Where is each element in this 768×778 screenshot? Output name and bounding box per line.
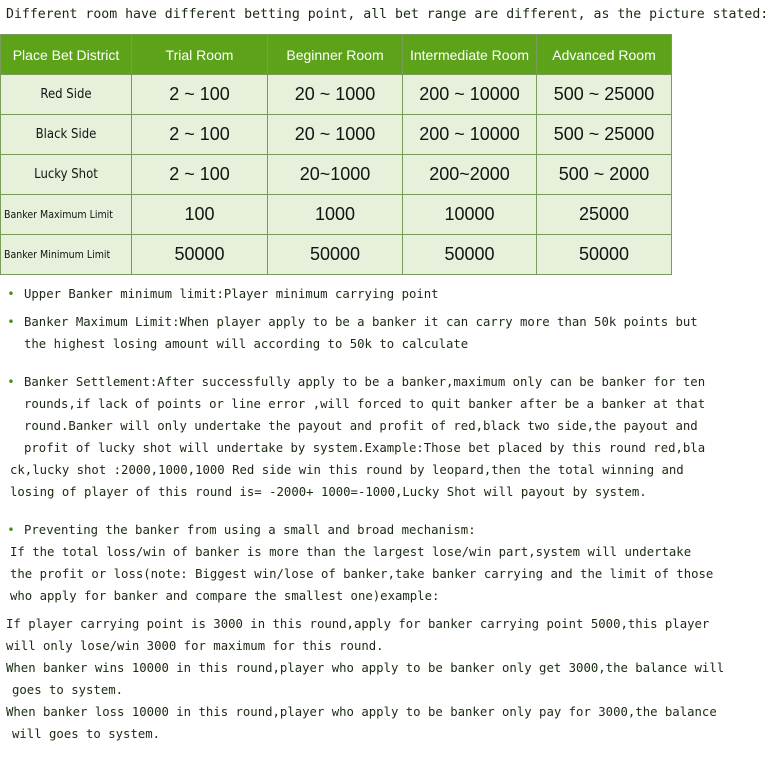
cell-value: 50000: [268, 235, 403, 275]
note-prevent-text: the profit or loss(note: Biggest win/lose of banker,take banker carrying and the limit of those: [10, 567, 714, 581]
note-continuation: round.Banker will only undertake the payout and profit of red,black two side,the payout and: [24, 419, 698, 433]
note-continuation: losing of player of this round is= -2000+ 1000=-1000,Lucky Shot will payout by system.: [10, 485, 647, 499]
cell-value: 50000: [132, 235, 268, 275]
bullet-icon: •: [7, 375, 15, 389]
cell-value: 500 ~ 25000: [537, 75, 672, 115]
cell-value: 25000: [537, 195, 672, 235]
table-row: [1, 115, 672, 155]
header-advanced-room: Advanced Room: [537, 35, 672, 75]
bullet-icon: •: [7, 315, 15, 329]
header-place-bet-district: Place Bet District: [1, 35, 132, 75]
note-example: If player carrying point is 3000 in this round,apply for banker carrying point 5000,this player: [6, 617, 710, 631]
cell-value: 20 ~ 1000: [268, 75, 403, 115]
table-header-row: [1, 35, 672, 75]
note-text: Banker Settlement:After successfully apply to be a banker,maximum only can be banker for ten: [24, 375, 706, 389]
table-row: [1, 195, 672, 235]
note-text: Preventing the banker from using a small and broad mechanism:: [24, 523, 476, 537]
cell-value: 200 ~ 10000: [403, 75, 537, 115]
header-trial-room: Trial Room: [132, 35, 268, 75]
cell-value: 2 ~ 100: [132, 115, 268, 155]
note-banker-settlement: [0, 371, 706, 393]
header-beginner-room: Beginner Room: [268, 35, 403, 75]
cell-value: 20~1000: [268, 155, 403, 195]
intro-text: Different room have different betting point, all bet range are different, as the picture stated:: [6, 7, 768, 22]
note-prevent-text: who apply for banker and compare the smallest one)example:: [10, 589, 440, 603]
cell-value: 2 ~ 100: [132, 155, 268, 195]
note-banker-maximum: [0, 311, 698, 333]
note-example: will goes to system.: [12, 727, 161, 741]
cell-value: 100: [132, 195, 268, 235]
rules-notes: [0, 283, 725, 745]
bullet-icon: •: [7, 287, 15, 301]
cell-value: 200~2000: [403, 155, 537, 195]
table-row: [1, 75, 672, 115]
note-example: When banker loss 10000 in this round,player who apply to be banker only pay for 3000,the balance: [6, 705, 717, 719]
cell-value: 500 ~ 2000: [537, 155, 672, 195]
note-example: goes to system.: [12, 683, 124, 697]
note-prevent-title: [0, 519, 671, 541]
note-continuation: the highest losing amount will according to 50k to calculate: [24, 337, 469, 351]
note-text: Upper Banker minimum limit:Player minimum carrying point: [24, 287, 439, 301]
row-label-banker-maximum-limit: Banker Maximum Limit: [1, 195, 132, 235]
cell-value: 200 ~ 10000: [403, 115, 537, 155]
cell-value: 50000: [403, 235, 537, 275]
note-prevent-text: If the total loss/win of banker is more than the largest lose/win part,system will undertake: [10, 545, 692, 559]
note-continuation: rounds,if lack of points or line error ,will forced to quit banker after be a banker at that: [24, 397, 706, 411]
row-label-banker-minimum-limit: Banker Minimum Limit: [1, 235, 132, 275]
table-row: [1, 235, 672, 275]
header-intermediate-room: Intermediate Room: [403, 35, 537, 75]
note-example: When banker wins 10000 in this round,player who apply to be banker only get 3000,the balance will: [6, 661, 725, 675]
note-continuation: profit of lucky shot will undertake by system.Example:Those bet placed by this round red,bla: [24, 441, 706, 455]
note-continuation: ck,lucky shot :2000,1000,1000 Red side win this round by leopard,then the total winning and: [10, 463, 684, 477]
betting-range-table: [0, 34, 672, 275]
cell-value: 10000: [403, 195, 537, 235]
table-row: [1, 155, 672, 195]
note-text: Banker Maximum Limit:When player apply to be a banker it can carry more than 50k points but: [24, 315, 698, 329]
note-upper-banker: [0, 283, 671, 305]
row-label-lucky-shot: Lucky Shot: [1, 155, 132, 195]
cell-value: 500 ~ 25000: [537, 115, 672, 155]
row-label-black-side: Black Side: [1, 115, 132, 155]
row-label-red-side: Red Side: [1, 75, 132, 115]
note-example: will only lose/win 3000 for maximum for this round.: [6, 639, 384, 653]
cell-value: 1000: [268, 195, 403, 235]
cell-value: 2 ~ 100: [132, 75, 268, 115]
bullet-icon: •: [7, 523, 15, 537]
cell-value: 20 ~ 1000: [268, 115, 403, 155]
cell-value: 50000: [537, 235, 672, 275]
